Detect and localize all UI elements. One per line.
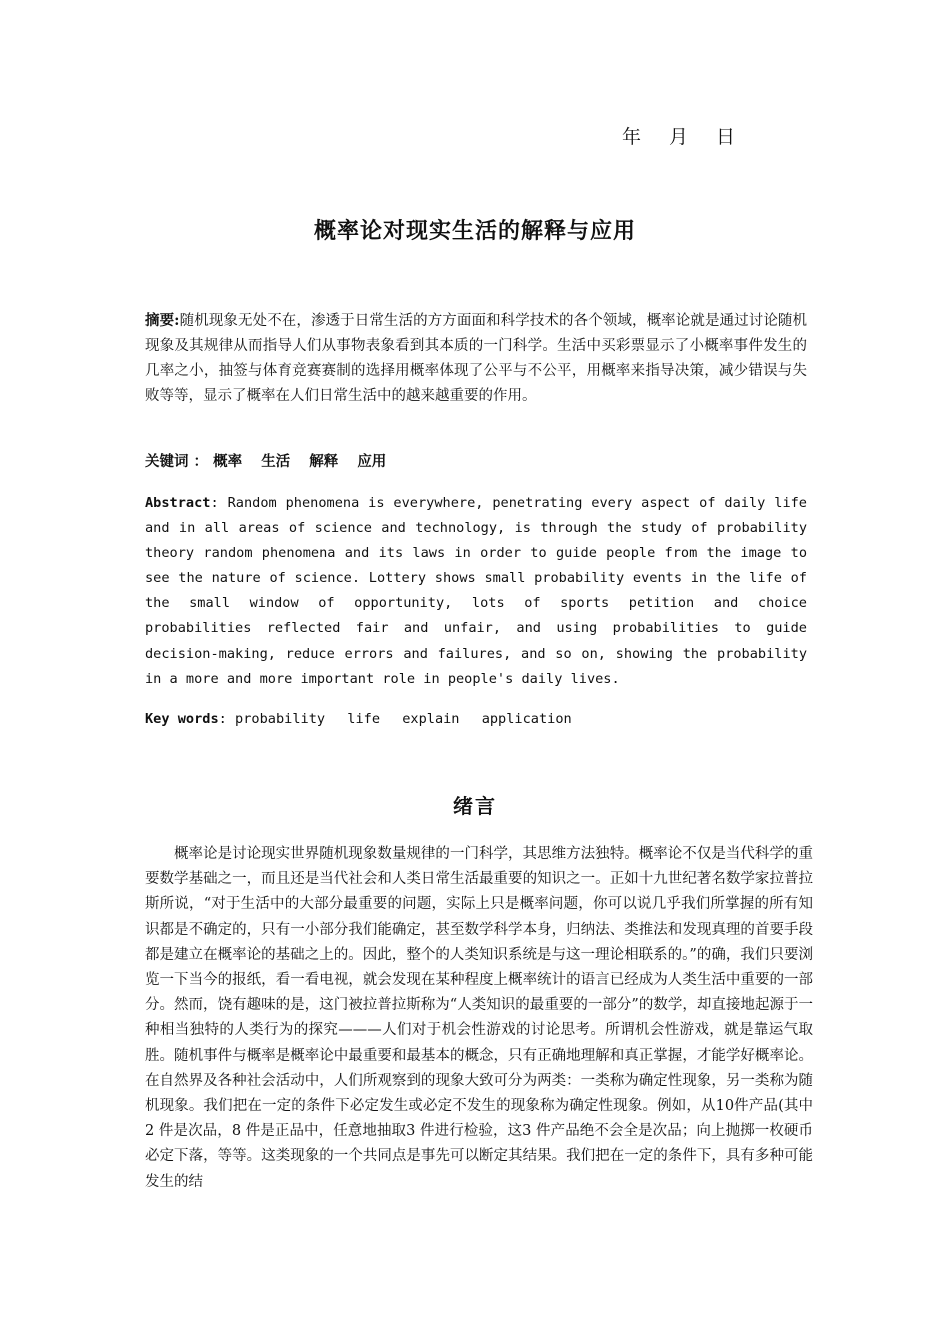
- english-keyword: explain: [402, 711, 460, 727]
- chinese-keyword: 解释: [309, 453, 339, 470]
- english-keywords: [145, 708, 807, 730]
- paper-title: 概率论对现实生活的解释与应用: [313, 218, 636, 244]
- chinese-keyword: 概率: [213, 453, 243, 470]
- chinese-keyword: 应用: [357, 453, 387, 470]
- chinese-keyword: 生活: [261, 453, 291, 470]
- date-month: 月: [669, 126, 691, 148]
- date-year: 年: [622, 126, 644, 148]
- section-paragraph: 概率论是讨论现实世界随机现象数量规律的一门科学，其思维方法独特。概率论不仅是当代科学的重要数学基础之一，而且还是当代社会和人类日常生活最重要的知识之一。正如十九世纪著名数学家拉普拉斯所说，“对于生活中的大部分最重要的问题，实际上只是概率问题，你可以说几乎我们所掌握的所有知识都是不确定的，只有一小部分我们能确定，甚至数学科学本身，归纳法、类推法和发现真理的首要手段都是建立在概率论的基础之上的。因此，整个的人类知识系统是与这一理论相联系的。”的确，我们只要浏览一下当今的报纸，看一看电视，就会发现在某种程度上概率统计的语言已经成为人类生活中重要的一部分。然而，饶有趣味的是，这门被拉普拉斯称为“人类知识的最重要的一部分”的数学，却直接地起源于一种相当独特的人类行为的探究———人们对于机会性游戏的讨论思考。所谓机会性游戏，就是靠运气取胜。随机事件与概率是概率论中最重要和最基本的概念，只有正确地理解和真正掌握，才能学好概率论。在自然界及各种社会活动中，人们所观察到的现象大致可分为两类：一类称为确定性现象，另一类称为随机现象。我们把在一定的条件下必定发生或必定不发生的现象称为确定性现象。例如，从10件产品(其中2 件是次品，8 件是正品中，任意地抽取3 件进行检验，这3 件产品绝不会全是次品；向上抛掷一枚硬币必定下落，等等。这类现象的一个共同点是事先可以断定其结果。我们把在一定的条件下，具有多种可能发生的结: [145, 846, 813, 1190]
- english-abstract: [145, 491, 807, 692]
- chinese-abstract: [145, 308, 807, 409]
- english-keyword: probability: [235, 711, 326, 727]
- section-title: 绪言: [453, 794, 497, 818]
- chinese-abstract-text: 随机现象无处不在，渗透于日常生活的方方面面和科学技术的各个领域，概率论就是通过讨论随机现象及其规律从而指导人们从事物表象看到其本质的一门科学。生活中买彩票显示了小概率事件发生的几率之小，抽签与体育竞赛赛制的选择用概率体现了公平与不公平，用概率来指导决策，减少错误与失败等等，显示了概率在人们日常生活中的越来越重要的作用。: [145, 313, 807, 404]
- english-keywords-label: Key words: [145, 711, 219, 727]
- english-abstract-text: : Random phenomena is everywhere, penetrating every aspect of daily life and in all areas of science and technology, is through the study of probability theory random phenomena and its laws in order to guide people from the image to see the nature of science. Lottery shows small probability events in the life of the small window of opportunity, lots of sports petition and choice probabilities reflected fair and unfair, and using probabilities to guide decision-making, reduce errors and failures, and so on, showing the probability in a more and more important role in people's daily lives.: [145, 495, 807, 687]
- english-keyword: life: [347, 711, 381, 727]
- date-line: [622, 122, 762, 149]
- chinese-keywords: [145, 451, 807, 473]
- chinese-abstract-label: 摘要:: [145, 312, 180, 329]
- english-keywords-separator: :: [218, 711, 227, 727]
- english-abstract-label: Abstract: [145, 495, 211, 511]
- chinese-keywords-label: 关键词 ：: [145, 453, 209, 470]
- date-day: 日: [716, 126, 738, 148]
- english-keyword: application: [481, 711, 572, 727]
